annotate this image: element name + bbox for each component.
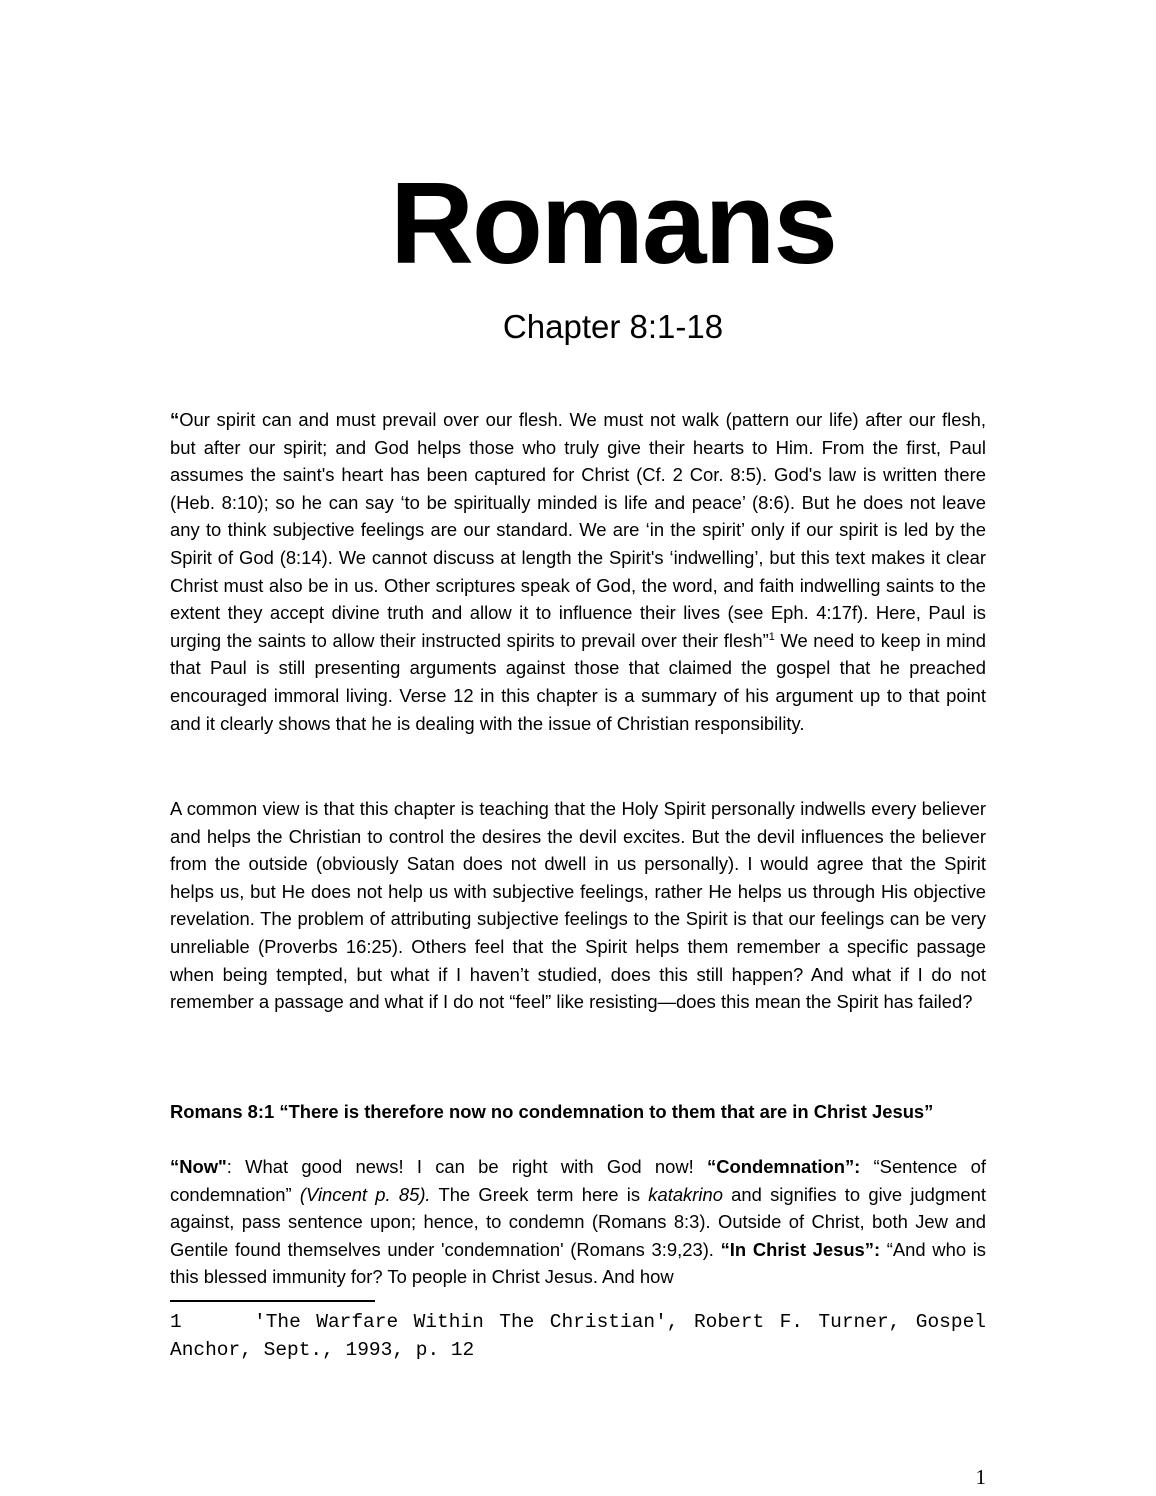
term-in-christ-jesus: “In Christ Jesus”: [720, 1238, 881, 1260]
paragraph-text: Our spirit can and must prevail over our flesh. We must not walk (pattern our life) after our flesh, but after our spirit; and God helps those who truly give their hearts to Him. From the first, Paul assumes the saint's heart has been captured for Christ (Cf. 2 Cor. 8:5). God's law is written there (Heb. 8:10); so he can say ‘to be spiritually minded is life and peace’ (8:6). But he does not leave any to think subjective feelings are our standard. We are ‘in the spirit’ only if our spirit is led by the Spirit of God (8:14). We cannot discuss at length the Spirit's ‘indwelling’, but this text makes it clear Christ must also be in us. Other scriptures speak of God, the word, and faith indwelling saints to the extent they accept divine truth and allow it to influence their lives (see Eph. 4:17f). Here, Paul is urging the saints to allow their instructed spirits to prevail over their flesh” [170, 409, 986, 651]
page-title: Romans [390, 158, 836, 288]
commentary-text-3: The Greek term here is [430, 1183, 649, 1205]
greek-term: katakrino [648, 1183, 723, 1205]
commentary-text-5: “And who is this blessed immunity for? To people in Christ Jesus. And how [170, 1238, 987, 1288]
footnote-text: 'The Warfare Within The Christian', Robert F. Turner, Gospel Anchor, Sept., 1993, p. 12 [170, 1311, 986, 1361]
paragraph-commentary [170, 1153, 986, 1291]
footnote-divider [170, 1300, 375, 1302]
open-quote-mark: “ [170, 409, 180, 430]
footnote [170, 1308, 986, 1364]
footnote-reference[interactable]: 1 [768, 630, 775, 643]
term-now: “Now" [170, 1156, 227, 1177]
term-condemnation: “Condemnation”: [707, 1156, 861, 1177]
paragraph-text-continued: We need to keep in mind that Paul is still presenting arguments against those that claimed the gospel that he preached encouraged immoral living. Verse 12 in this chapter is a summary of his argument up to that point and it clearly shows that he is dealing with the issue of Christian responsibility. [170, 629, 987, 734]
commentary-text-2: “Sentence of condemnation” [170, 1156, 986, 1205]
chapter-subtitle: Chapter 8:1-18 [502, 308, 724, 345]
footnote-number: 1 [170, 1311, 182, 1333]
paragraph-common-view: A common view is that this chapter is teaching that the Holy Spirit personally indwells every believer and helps the Christian to control the desires the devil excites. But the devil influences the believer from the outside (obviously Satan does not dwell in us personally). I would agree that the Spirit helps us, but He does not help us with subjective feelings, rather He helps us through His objective revelation. The problem of attributing subjective feelings to the Spirit is that our feelings can be very unreliable (Proverbs 16:25). Others feel that the Spirit helps them remember a specific passage when being tempted, but what if I haven’t studied, does this still happen? And what if I do not remember a passage and what if I do not “feel” like resisting—does this mean the Spirit has failed? [170, 798, 986, 1013]
paragraph-quote [170, 406, 986, 737]
citation-vincent: (Vincent p. 85). [299, 1183, 431, 1205]
page-number: 1 [975, 1465, 986, 1489]
commentary-text-1: : What good news! I can be right with God now! [226, 1156, 708, 1177]
verse-heading: Romans 8:1 “There is therefore now no condemnation to them that are in Christ Jesus” [170, 1101, 934, 1122]
commentary-text-4: and signifies to give judgment against, pass sentence upon; hence, to condemn (Romans 8:3). Outside of Christ, both Jew and Gentile found themselves under 'condemnation' (Romans 3:9,23). [170, 1183, 986, 1260]
